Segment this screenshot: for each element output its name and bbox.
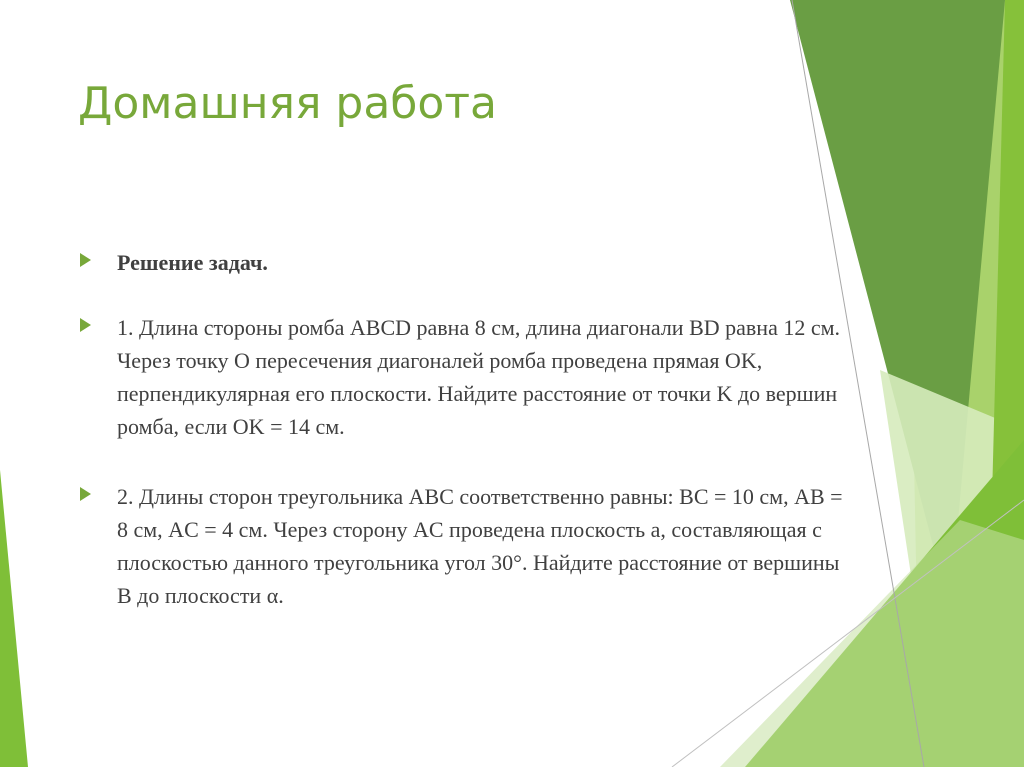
bullet-text: 2. Длины сторон треугольника ABC соответственно равны: BC = 10 см, AB = 8 см, AC = 4 см. Через сторону AC проведена плоскость a, составляющая с плоскостью данного треугольника угол 30°. Найдите расстояние от вершины B до плоскости α. — [117, 484, 843, 608]
bullet-arrow-icon — [80, 318, 91, 332]
left-edge-shape — [0, 470, 28, 767]
bullet-arrow-icon — [80, 253, 91, 267]
bullet-text: 1. Длина стороны ромба ABCD равна 8 см, длина диагонали BD равна 12 см. Через точку O пересечения диагоналей ромба проведена прямая OK, перпендикулярная его плоскости. Найдите расстояние от точки K до вершин ромба, если OK = 14 см. — [117, 315, 841, 439]
bullet-text: Решение задач. — [117, 250, 268, 275]
slide-title: Домашняя работа — [78, 78, 497, 129]
bullet-arrow-icon — [80, 487, 91, 501]
